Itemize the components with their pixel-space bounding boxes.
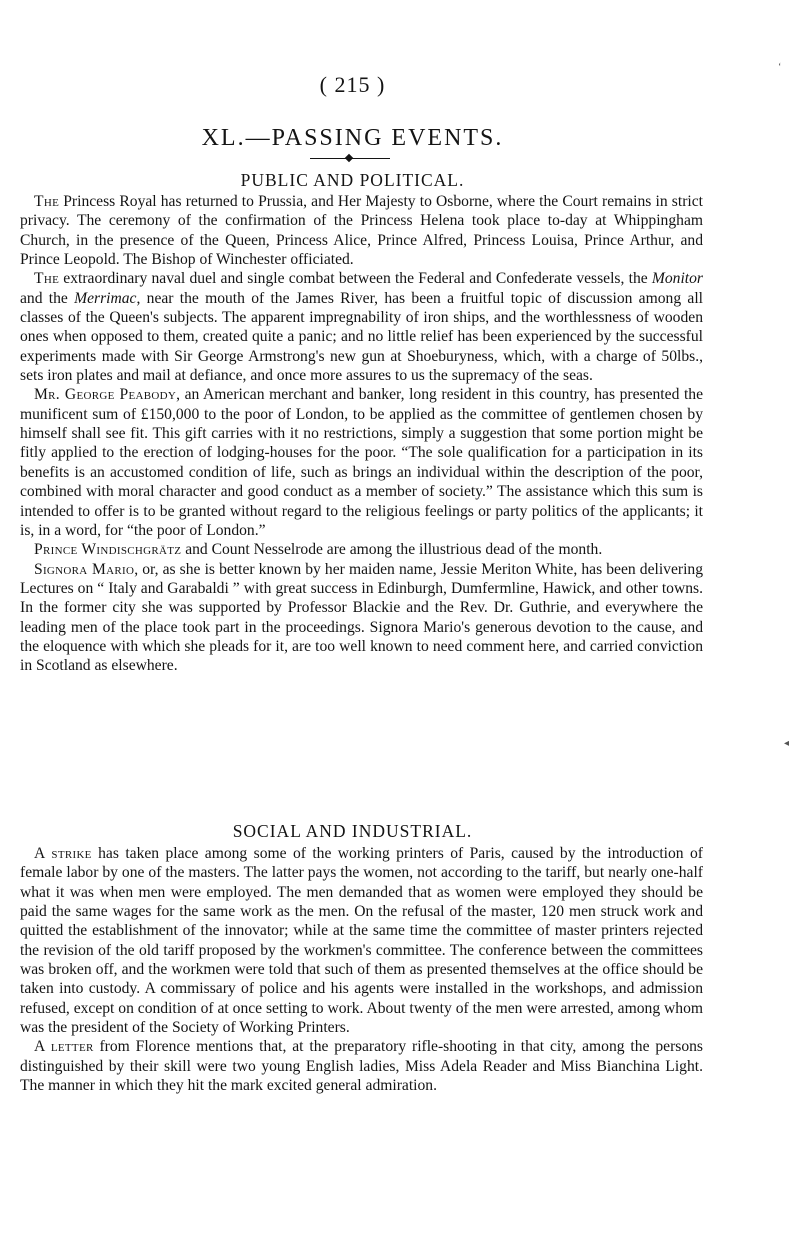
paragraph-naval-duel	[20, 269, 703, 385]
divider-ornament	[310, 153, 390, 163]
paragraph-text: and Count Nesselrode are among the illustrious dead of the month.	[181, 541, 603, 559]
paragraph-lead: A letter	[34, 1038, 94, 1056]
paragraph-text: extraordinary naval duel and single combat between the Federal and Confederate vessels, the	[59, 270, 652, 288]
chapter-title: XL.—PASSING EVENTS.	[201, 125, 504, 151]
paragraph-peabody	[20, 385, 703, 540]
section-body-social-industrial	[20, 844, 703, 1095]
paragraph-text: , or, as she is better known by her maiden name, Jessie Meriton White, has been delivering Lectures on “ Italy and Garabaldi ” with great success in Edinburgh, Dumfermline, Hawick, and other towns. In the former city she was supported by Professor Blackie and the Rev. Dr. Guthrie, and everywhere the leading men of the place took part in the proceedings. Signora Mario's generous devotion to the cause, and the eloquence with which she pleads for it, are too well known to need comment here, and carried conviction in Scotland as elsewhere.	[20, 560, 704, 675]
paragraph-strike	[20, 844, 703, 1037]
paragraph-text: Princess Royal has returned to Prussia, and Her Majesty to Osborne, where the Court remains in strict privacy. The ceremony of the confirmation of the Princess Helena took place to-day at Whippingham Church, in the presence of the Queen, Princess Alice, Prince Alfred, Princess Louisa, Prince Arthur, and Prince Leopold. The Bishop of Winchester officiated.	[20, 193, 703, 269]
paragraph-lead: The	[34, 193, 60, 210]
paragraph-windischgratz	[20, 540, 703, 559]
paragraph-lead: A strike	[34, 845, 92, 862]
ship-name-merrimac: Merrimac	[74, 289, 137, 307]
paragraph-text: and the	[20, 289, 75, 307]
section-body-public-political	[20, 192, 703, 676]
diamond-icon	[345, 154, 353, 162]
paragraph-lead: The	[34, 270, 60, 288]
paragraph-princess-royal	[20, 192, 703, 269]
paragraph-text: , near the mouth of the James River, has been a fruitful topic of discussion among all classes of the Queen's subjects. The apparent impregnability of iron ships, and the worthlessness of wooden ones when opposed to them, created quite a panic; and no little relief has been experienced by the successful experiments made with Sir George Armstrong's new gun at Shoeburyness, which, with a charge of 50lbs., sets iron plates and mail at defiance, and once more assures to us the supremacy of the seas.	[20, 289, 703, 385]
section-heading-public-political: PUBLIC AND POLITICAL.	[240, 170, 465, 190]
paragraph-lead: Prince Windischgrätz	[34, 541, 182, 559]
section-heading-social-industrial: SOCIAL AND INDUSTRIAL.	[232, 821, 473, 841]
paragraph-text: has taken place among some of the working printers of Paris, caused by the introduction of female labor by one of the masters. The latter pays the women, not according to the tariff, but nearly one-half what it was when men were employed. The men demanded that as women were employed they should be paid the same wages for the same work as the men. On the refusal of the master, 120 men struck work and quitted the establishment of the innovator; while at the same time the committee of master printers rejected the revision of the old tariff proposed by the workmen's committee. The conference between the committees was broken off, and the workmen were told that such of them as presented themselves at the office should be taken into custody. A commissary of police and his agents were installed in the workshops, and admission refused, except on condition of at once setting to work. About twenty of the men were arrested, among whom was the president of the Society of Working Printers.	[20, 845, 703, 1037]
paragraph-text: from Florence mentions that, at the preparatory rifle-shooting in that city, among the persons distinguished by their skill were two young English ladies, Miss Adela Reader and Miss Bianchina Light. The manner in which they hit the mark excited general admiration.	[20, 1038, 703, 1095]
paragraph-text: , an American merchant and banker, long resident in this country, has presented the munificent sum of £150,000 to the poor of London, to be applied as the committee of gentlemen chosen by himself shall see fit. This gift carries with it no restrictions, simply a suggestion that some portion might be fitly applied to the erection of lodging-houses for the poor. “The sole qualification for a participation in its benefits is an accustomed condition of life, such as brings an individual within the description of the poor, combined with moral character and good conduct as a member of society.” The assistance which this sum is intended to offer is to be granted without regard to the religious feelings or party politics of the applicants; it is, in a word, for “the poor of London.”	[20, 386, 703, 539]
paragraph-letter-florence	[20, 1037, 703, 1095]
margin-speck: ‘	[778, 62, 782, 73]
ship-name-monitor: Monitor	[651, 270, 703, 288]
paragraph-lead: Signora Mario	[34, 560, 135, 578]
paragraph-signora-mario	[20, 560, 703, 676]
page-number: ( 215 )	[319, 72, 386, 97]
margin-speck: ◂	[784, 738, 790, 749]
paragraph-lead: Mr. George Peabody	[34, 386, 177, 404]
